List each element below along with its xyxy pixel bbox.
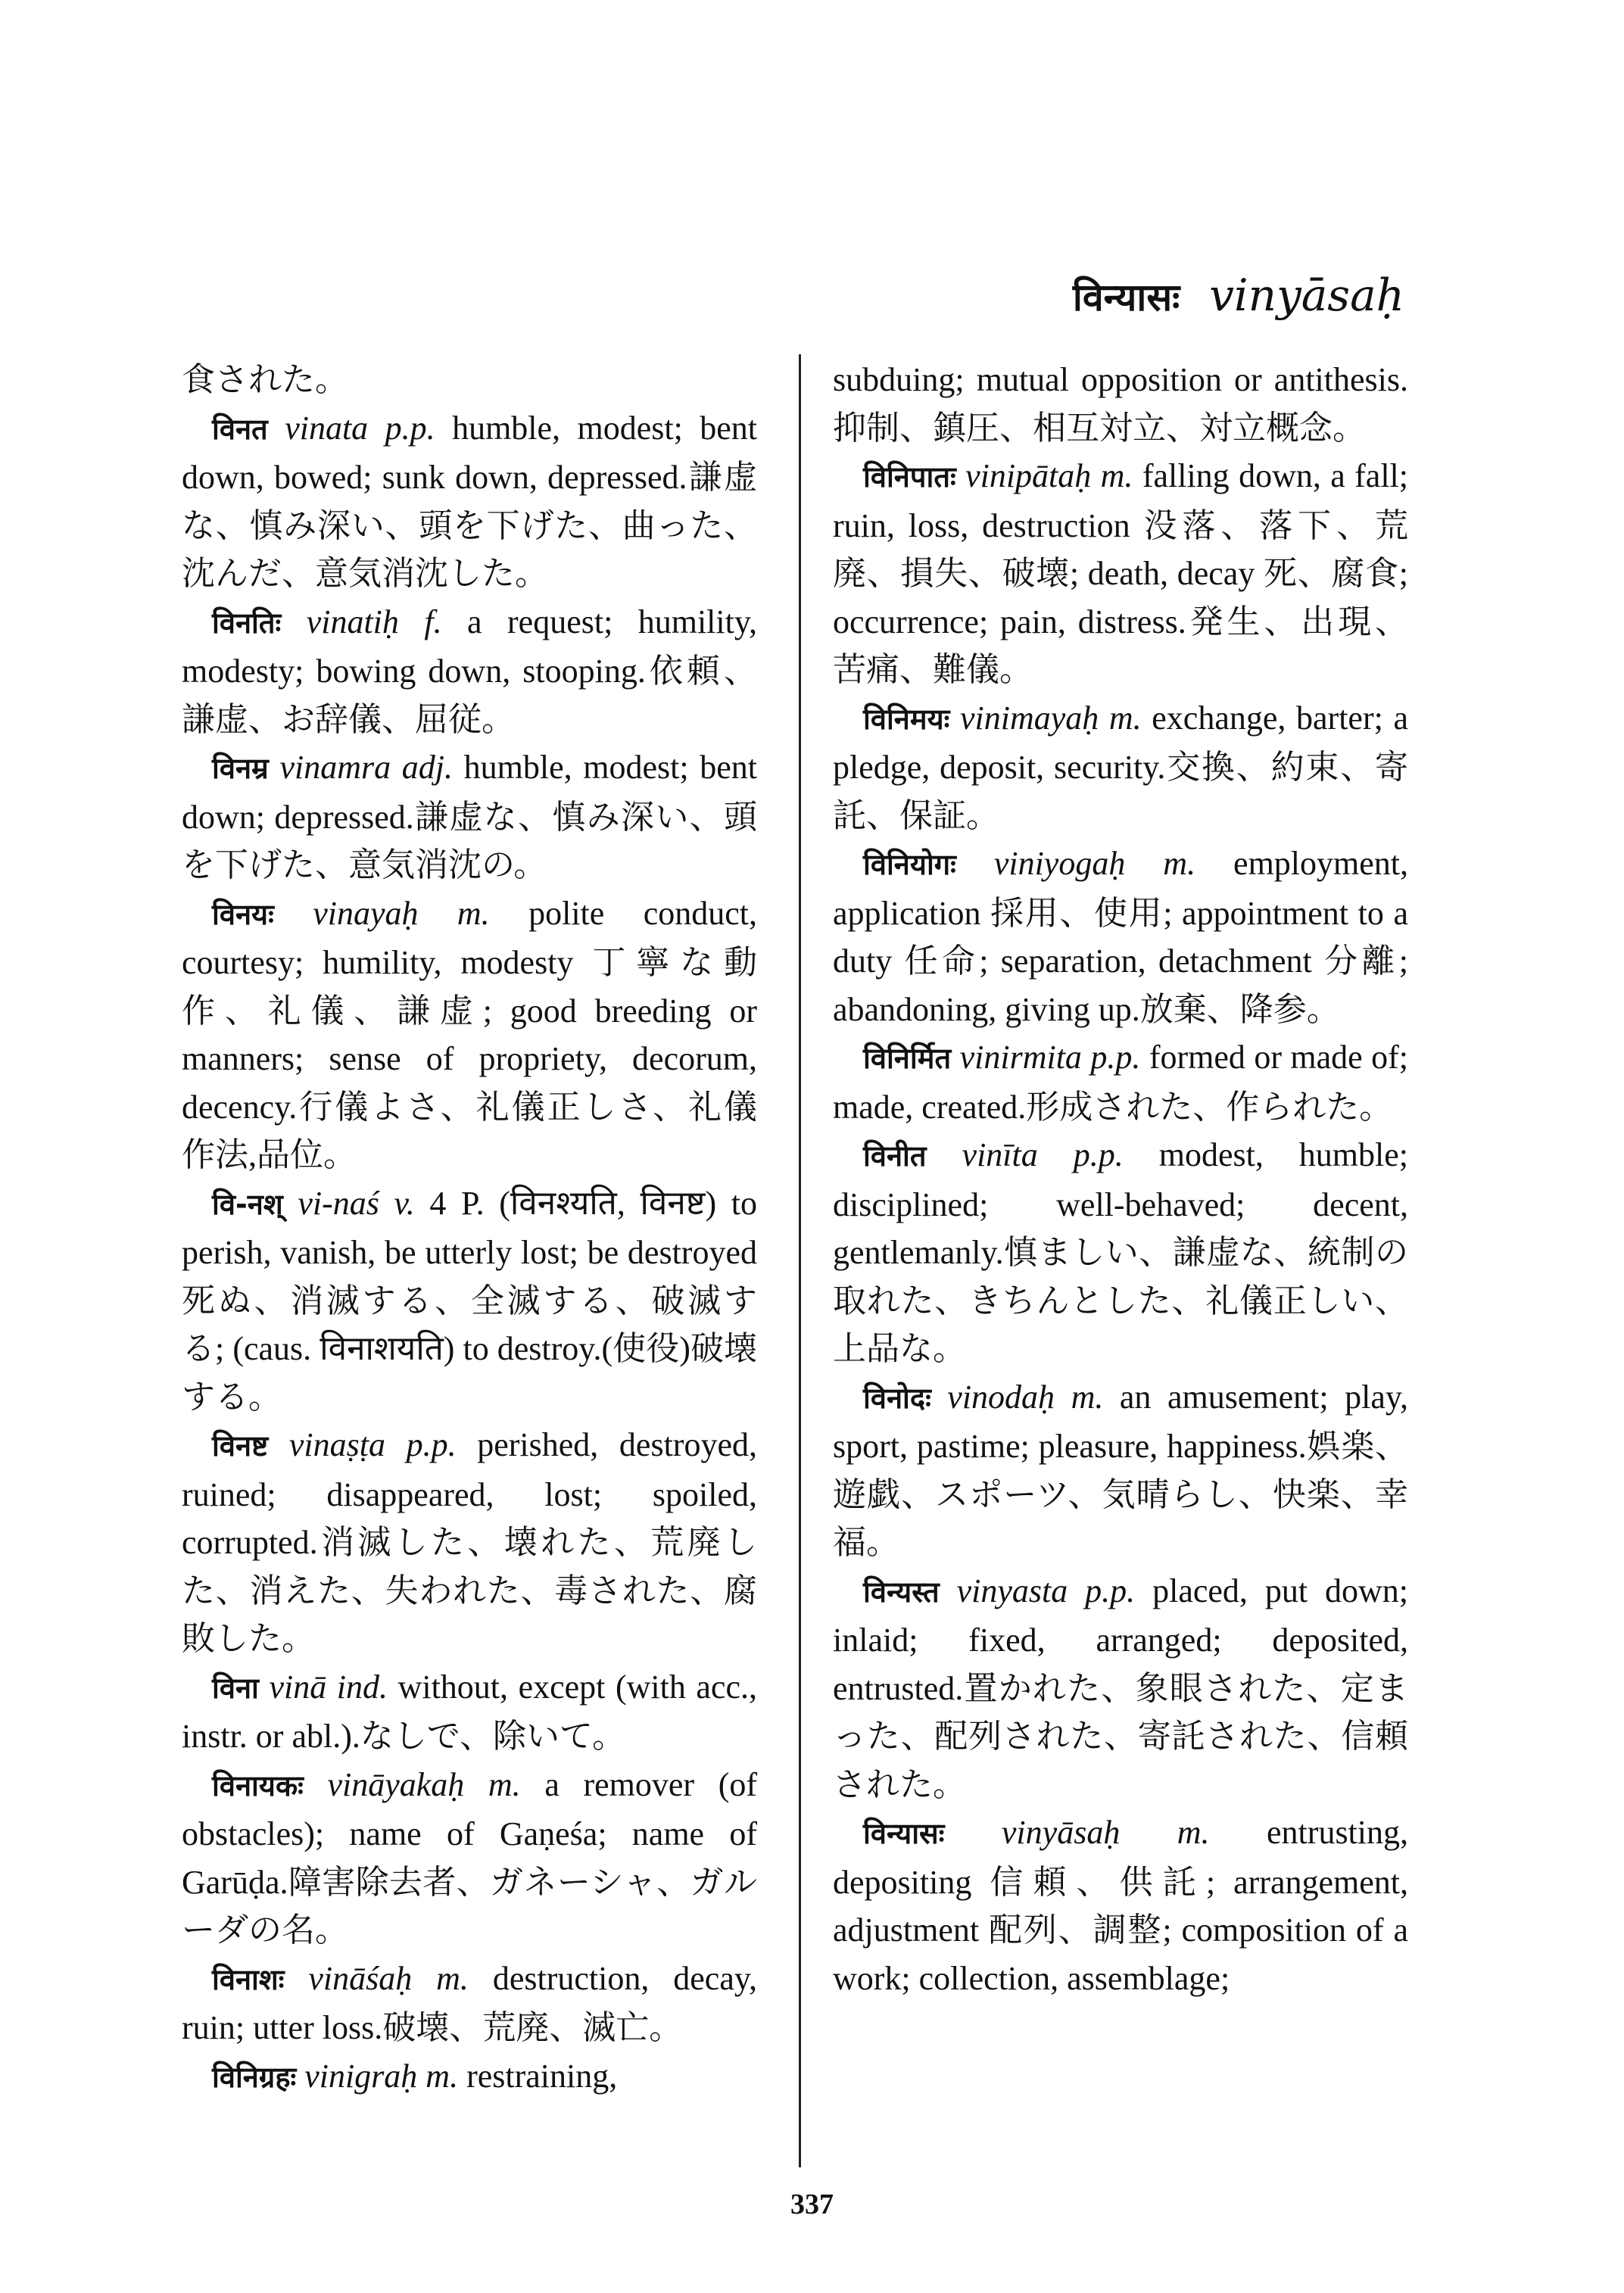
entry-transliteration: vinyāsaḥ m.	[1001, 1814, 1210, 1851]
dictionary-entry	[833, 1567, 1408, 1809]
dictionary-entry	[182, 1761, 757, 1955]
entry-transliteration: vinodaḥ m.	[947, 1378, 1104, 1416]
entry-definition: 食された。	[182, 361, 348, 398]
entry-definition: entrusting, depositing 信頼、供託; arrangement, adjustment 配列、調整; composition of a work; collection, assemblage;	[833, 1814, 1409, 1997]
dictionary-entry	[833, 694, 1408, 840]
entry-headword: विनिपातः	[863, 460, 956, 494]
dictionary-entry	[182, 1179, 757, 1422]
entry-headword: विनिग्रहः	[212, 2060, 297, 2094]
column-divider	[799, 354, 801, 2167]
entry-transliteration: vināśaḥ m.	[308, 1959, 469, 1997]
entry-definition: without, except (with acc., instr. or abl.).なしで、除いて。	[182, 1668, 757, 1755]
entry-definition: a remover (of obstacles); name of Gaṇeśa; name of Garūḍa.障害除去者、ガネーシャ、ガルーダの名。	[182, 1765, 758, 1949]
entry-headword: विनायकः	[212, 1768, 304, 1802]
dictionary-entry	[833, 1373, 1408, 1567]
dictionary-entry	[182, 404, 757, 598]
page-number: 337	[790, 2189, 834, 2220]
entry-definition: an amusement; play, sport, pastime; pleasure, happiness.娯楽、遊戯、スポーツ、気晴らし、快楽、幸福。	[833, 1378, 1408, 1561]
entry-headword: विनत	[212, 412, 268, 446]
entry-transliteration: vinipātaḥ m.	[965, 457, 1133, 494]
dictionary-entry	[833, 840, 1408, 1033]
entry-transliteration: vinirmita p.p.	[959, 1039, 1141, 1076]
header-headword-devanagari: विन्यासः	[1072, 276, 1180, 319]
entry-definition: falling down, a fall; ruin, loss, destruction 没落、落下、荒廃、損失、破壊; death, decay 死、腐食; occurrence; pain, distress.発生、出現、苦痛、難儀。	[833, 457, 1409, 688]
entry-definition: formed or made of; made, created.形成された、作られた。	[833, 1039, 1409, 1126]
left-column	[182, 356, 757, 2101]
entry-headword: विनियोगः	[863, 848, 956, 881]
dictionary-entry	[833, 452, 1408, 694]
dictionary-entry	[182, 356, 757, 404]
entry-transliteration: vinayaḥ m.	[313, 894, 490, 932]
entry-transliteration: vinyasta p.p.	[956, 1572, 1136, 1609]
entry-definition: subduing; mutual opposition or antithesis.抑制、鎮圧、相互対立、対立概念。	[833, 361, 1408, 447]
entry-definition: destruction, decay, ruin; utter loss.破壊、荒廃、滅亡。	[182, 1959, 757, 2046]
entry-transliteration: vināyakaḥ m.	[327, 1765, 521, 1803]
entry-transliteration: vinīta p.p.	[962, 1136, 1124, 1173]
entry-definition: polite conduct, courtesy; humility, modesty 丁寧な動作、礼儀、謙虚; good breeding or manners; sense of propriety, decorum, decency.行儀よさ、礼儀正しさ、礼儀作法,品位。	[182, 894, 758, 1173]
entry-transliteration: vinatiḥ f.	[306, 603, 442, 640]
entry-definition: perished, destroyed, ruined; disappeared, lost; spoiled, corrupted.消滅した、壊れた、荒廃した、消えた、失われた、毒された、腐敗した。	[182, 1426, 757, 1657]
entry-headword: विनष्ट	[212, 1429, 269, 1463]
entry-headword: विनिर्मित	[863, 1042, 952, 1075]
entry-headword: विन्यासः	[863, 1817, 945, 1850]
entry-transliteration: vinaṣṭa p.p.	[288, 1426, 457, 1463]
entry-headword: विनम्र	[212, 752, 269, 785]
dictionary-entry	[182, 743, 757, 889]
entry-transliteration: vi-naś v.	[298, 1184, 415, 1222]
entry-transliteration: vinata p.p.	[285, 409, 435, 447]
entry-transliteration: viniyogaḥ m.	[993, 845, 1196, 882]
entry-definition: exchange, barter; a pledge, deposit, security.交換、約束、寄託、保証。	[833, 699, 1408, 834]
entry-definition: 4 P. (विनश्यति, विनष्ट) to perish, vanish, be utterly lost; be destroyed 死ぬ、消滅する、全滅する、破滅する; (caus. विनाशयति) to destroy.(使役)破壊する。	[182, 1184, 758, 1416]
entry-headword: विनयः	[212, 897, 274, 931]
entry-definition: placed, put down; inlaid; fixed, arranged; deposited, entrusted.置かれた、象眼された、定まった、配列された、寄託された、信頼された。	[833, 1572, 1409, 1803]
entry-headword: विनीत	[863, 1139, 927, 1173]
entry-headword: विन्यस्त	[863, 1575, 940, 1609]
entry-transliteration: vinigraḥ m.	[304, 2057, 459, 2095]
entry-headword: विनाशः	[212, 1962, 285, 1996]
entry-definition: restraining,	[466, 2057, 618, 2095]
dictionary-entry	[182, 2052, 757, 2102]
entry-definition: a request; humility, modesty; bowing down, stooping.依頼、謙虚、お辞儀、屈従。	[182, 603, 758, 738]
dictionary-entry	[833, 1131, 1408, 1373]
dictionary-entry	[833, 1033, 1408, 1131]
entry-definition: humble, modest; bent down; depressed.謙虚な、慎み深い、頭を下げた、意気消沈の。	[182, 749, 757, 883]
dictionary-entry	[182, 1663, 757, 1761]
entry-definition: modest, humble; disciplined; well-behaved; decent, gentlemanly.慎ましい、謙虚な、統制の取れた、きちんとした、礼儀正しい、上品な。	[833, 1136, 1409, 1367]
entry-headword: विनतिः	[212, 606, 282, 640]
header-headword-roman: vinyāsaḥ	[1209, 269, 1404, 321]
entry-transliteration: vinamra adj.	[279, 749, 453, 786]
dictionary-entry	[182, 1421, 757, 1663]
dictionary-entry	[833, 1809, 1408, 2002]
entry-headword: विना	[212, 1671, 259, 1705]
dictionary-entry	[182, 1955, 757, 2052]
dictionary-entry	[182, 889, 757, 1179]
entry-transliteration: vinimayaḥ m.	[959, 699, 1142, 737]
dictionary-entry	[182, 598, 757, 744]
dictionary-entry	[833, 356, 1408, 452]
entry-definition: humble, modest; bent down, bowed; sunk down, depressed.謙虚な、慎み深い、頭を下げた、曲った、沈んだ、意気消沈した。	[182, 409, 758, 592]
entry-transliteration: vinā ind.	[269, 1668, 388, 1706]
entry-headword: वि-नश्	[212, 1187, 283, 1221]
right-column	[833, 356, 1408, 2002]
running-header	[1072, 269, 1404, 321]
entry-headword: विनोदः	[863, 1381, 931, 1415]
entry-headword: विनिमयः	[863, 702, 950, 736]
entry-definition: employment, application 採用、使用; appointment to a duty 任命; separation, detachment 分離; abandoning, giving up.放棄、降参。	[833, 845, 1409, 1028]
